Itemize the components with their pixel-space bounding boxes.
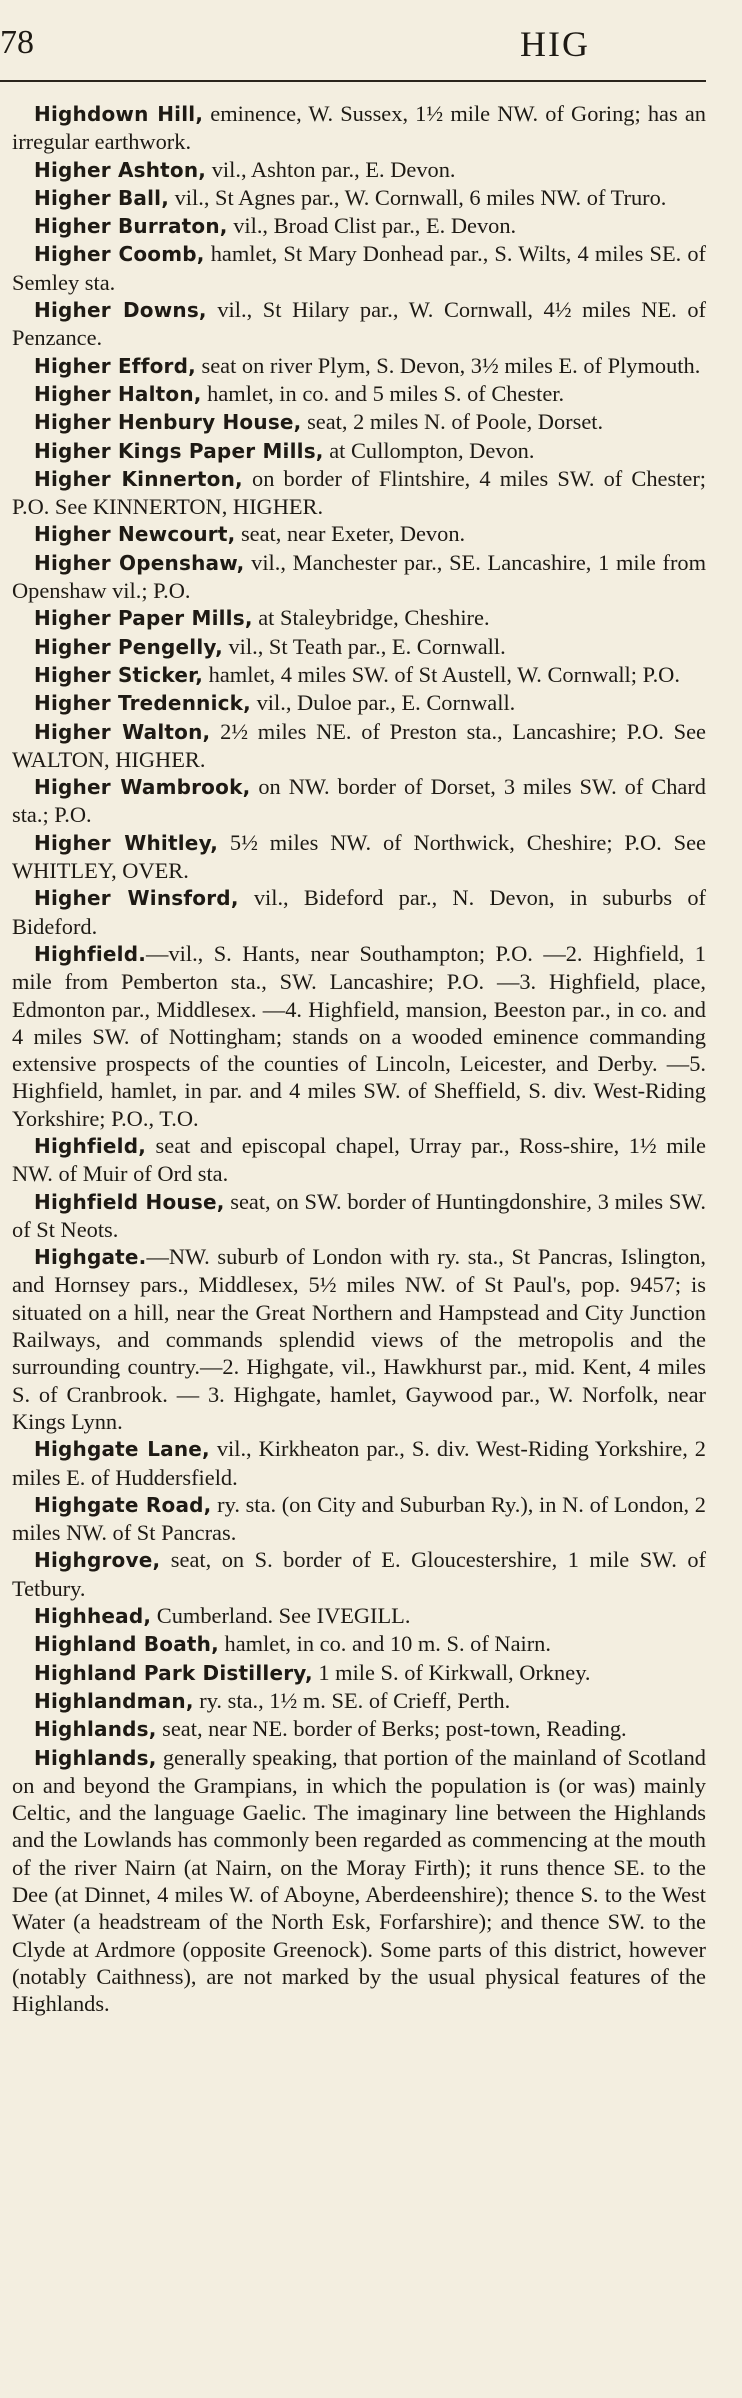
entry-text: ry. sta. (on City and Suburban Ry.), in N. of London, 2 miles NW. of St Pancras. bbox=[12, 1491, 706, 1546]
gazetteer-entry bbox=[12, 1715, 706, 1743]
entry-headword: Highhead, bbox=[34, 1604, 152, 1629]
entry-headword: Higher Pengelly, bbox=[34, 634, 223, 659]
gazetteer-entry bbox=[12, 184, 706, 212]
entry-headword: Higher Paper Mills, bbox=[34, 606, 253, 631]
entry-text: 2½ miles NE. of Preston sta., Lancashire; P.O. See WALTON, HIGHER. bbox=[12, 718, 706, 772]
entry-headword: Higher Downs, bbox=[34, 298, 207, 323]
entry-text: eminence, W. Sussex, 1½ mile NW. of Goring; has an irregular earthwork. bbox=[12, 101, 706, 155]
entry-text: vil., Manchester par., SE. Lancashire, 1 mile from Openshaw vil.; P.O. bbox=[12, 549, 707, 604]
entry-headword: Highgate. bbox=[34, 1245, 147, 1270]
entry-text: hamlet, St Mary Donhead par., S. Wilts, 4 miles SE. of Semley sta. bbox=[12, 241, 706, 295]
entry-text: —NW. suburb of London with ry. sta., St Pancras, Islington, and Hornsey pars., Middlesex, 5½ miles NW. of St Paul's, pop. 9457; is situated on a hill, near the Great Northern and Hampstead and City Junction Railways, and commands splendid views of the metropolis and the surrounding country.—2. Highgate, vil., Hawkhurst par., mid. Kent, 4 miles S. of Cranbrook. — 3. Highgate, hamlet, Gaywood par., W. Norfolk, near Kings Lynn. bbox=[12, 1244, 706, 1434]
gazetteer-entry bbox=[12, 661, 706, 689]
gazetteer-entry bbox=[12, 1188, 706, 1244]
gazetteer-entry bbox=[12, 296, 706, 352]
entry-text: hamlet, in co. and 5 miles S. of Chester. bbox=[201, 380, 565, 406]
entry-headword: Highfield. bbox=[34, 941, 147, 966]
gazetteer-entry bbox=[12, 520, 706, 548]
gazetteer-entries bbox=[0, 82, 706, 2017]
entry-headword: Higher Halton, bbox=[34, 381, 202, 406]
entry-headword: Highlandman, bbox=[34, 1688, 194, 1713]
entry-text: seat and episcopal chapel, Urray par., Ross-shire, 1½ mile NW. of Muir of Ord sta. bbox=[12, 1132, 706, 1187]
entry-headword: Higher Newcourt, bbox=[34, 522, 236, 547]
entry-text: at Staleybridge, Cheshire. bbox=[252, 605, 490, 631]
gazetteer-entry bbox=[12, 549, 706, 605]
entry-headword: Higher Coomb, bbox=[34, 242, 205, 267]
gazetteer-entry bbox=[12, 240, 706, 296]
gazetteer-entry bbox=[12, 773, 706, 829]
gazetteer-entry bbox=[12, 100, 706, 156]
entry-text: vil., Kirkheaton par., S. div. West-Riding Yorkshire, 2 miles E. of Huddersfield. bbox=[12, 1436, 706, 1490]
entry-headword: Higher Tredennick, bbox=[34, 691, 251, 716]
entry-text: vil., St Hilary par., W. Cornwall, 4½ miles NE. of Penzance. bbox=[12, 297, 707, 351]
entry-text: —vil., S. Hants, near Southampton; P.O. —2. Highfield, 1 mile from Pemberton sta., SW. Lancashire; P.O. —3. Highfield, place, Edmonton par., Middlesex. —4. Highfield, mansion, Beeston par., in co. and 4 miles SW. of Nottingham; stands on a wooded eminence commanding extensive prospects of the counties of Lincoln, Leicester, and Derby. —5. Highfield, hamlet, in par. and 4 miles SW. of Sheffield, S. div. West-Riding Yorkshire; P.O., T.O. bbox=[12, 940, 706, 1131]
gazetteer-entry bbox=[12, 1659, 706, 1687]
entry-headword: Highland Park Distillery, bbox=[34, 1660, 313, 1685]
entry-headword: Higher Kings Paper Mills, bbox=[34, 438, 324, 463]
gazetteer-entry bbox=[12, 1630, 706, 1658]
gazetteer-entry bbox=[12, 352, 706, 380]
gazetteer-entry bbox=[12, 718, 706, 774]
gazetteer-entry bbox=[12, 212, 706, 240]
gazetteer-entry bbox=[12, 884, 706, 940]
entry-text: seat on river Plym, S. Devon, 3½ miles E. of Plymouth. bbox=[195, 352, 701, 378]
entry-text: vil., Bideford par., N. Devon, in suburbs of Bideford. bbox=[12, 885, 706, 939]
gazetteer-entry bbox=[12, 156, 706, 184]
entry-headword: Highlands, bbox=[34, 1717, 157, 1742]
entry-text: on border of Flintshire, 4 miles SW. of Chester; P.O. See KINNERTON, HIGHER. bbox=[12, 465, 707, 520]
entry-headword: Highdown Hill, bbox=[34, 102, 204, 126]
entry-headword: Higher Ball, bbox=[34, 185, 169, 210]
entry-headword: Highlands, bbox=[34, 1745, 157, 1770]
gazetteer-entry bbox=[12, 829, 706, 885]
page-number: 78 bbox=[0, 24, 34, 61]
entry-text: Cumberland. See IVEGILL. bbox=[151, 1603, 411, 1629]
entry-text: seat, 2 miles N. of Poole, Dorset. bbox=[301, 409, 604, 435]
entry-headword: Higher Sticker, bbox=[34, 662, 204, 687]
gazetteer-entry bbox=[12, 1602, 706, 1630]
entry-text: seat, near NE. border of Berks; post-town, Reading. bbox=[156, 1716, 627, 1742]
entry-text: at Cullompton, Devon. bbox=[323, 437, 535, 463]
entry-headword: Highfield House, bbox=[34, 1189, 225, 1214]
entry-headword: Higher Whitley, bbox=[34, 830, 219, 855]
entry-headword: Highfield, bbox=[34, 1133, 147, 1158]
gazetteer-entry bbox=[12, 940, 706, 1132]
entry-headword: Highland Boath, bbox=[34, 1632, 219, 1657]
entry-text: on NW. border of Dorset, 3 miles SW. of Chard sta.; P.O. bbox=[12, 774, 707, 828]
gazetteer-entry bbox=[12, 1132, 706, 1188]
entry-text: ry. sta., 1½ m. SE. of Crieff, Perth. bbox=[193, 1687, 511, 1713]
entry-text: seat, on S. border of E. Gloucestershire, 1 mile SW. of Tetbury. bbox=[12, 1547, 706, 1601]
gazetteer-entry bbox=[12, 633, 706, 661]
entry-text: vil., St Teath par., E. Cornwall. bbox=[222, 633, 506, 659]
running-head: HIG bbox=[520, 24, 590, 64]
entry-text: vil., St Agnes par., W. Cornwall, 6 miles NW. of Truro. bbox=[169, 184, 667, 210]
entry-headword: Higher Ashton, bbox=[34, 157, 207, 182]
gazetteer-entry bbox=[12, 1491, 706, 1547]
entry-headword: Higher Winsford, bbox=[34, 886, 239, 911]
entry-text: 5½ miles NW. of Northwick, Cheshire; P.O. See WHITLEY, OVER. bbox=[12, 829, 706, 884]
entry-headword: Higher Burraton, bbox=[34, 214, 228, 239]
entry-headword: Higher Henbury House, bbox=[34, 410, 302, 435]
gazetteer-entry bbox=[12, 437, 706, 465]
gazetteer-entry bbox=[12, 408, 706, 436]
gazetteer-entry bbox=[12, 465, 706, 521]
entry-text: vil., Duloe par., E. Cornwall. bbox=[250, 690, 516, 716]
entry-text: hamlet, in co. and 10 m. S. of Nairn. bbox=[218, 1631, 551, 1657]
entry-text: generally speaking, that portion of the mainland of Scotland on and beyond the Grampians, in which the population is (or was) mainly Celtic, and the language Gaelic. The imaginary line between the Highlands and the Lowlands has commonly been regarded as commencing at the mouth of the river Nairn (at Nairn, on the Moray Firth); it runs thence SE. to the Dee (at Dinnet, 4 miles W. of Aboyne, Aberdeenshire); thence S. to the West Water (a headstream of the North Esk, Forfarshire); and thence SW. to the Clyde at Ardmore (opposite Greenock). Some parts of this district, however (notably Caithness), are not marked by the usual physical features of the Highlands. bbox=[12, 1744, 706, 2017]
gazetteer-entry bbox=[12, 1243, 706, 1435]
entry-headword: Higher Wambrook, bbox=[34, 775, 251, 800]
entry-text: seat, on SW. border of Huntingdonshire, 3 miles SW. of St Neots. bbox=[12, 1188, 706, 1242]
gazetteer-entry bbox=[12, 1546, 706, 1602]
entry-text: vil., Broad Clist par., E. Devon. bbox=[227, 213, 517, 239]
entry-headword: Higher Efford, bbox=[34, 353, 196, 378]
page-header bbox=[0, 0, 706, 82]
entry-headword: Highgate Lane, bbox=[34, 1437, 210, 1462]
entry-headword: Highgrove, bbox=[34, 1548, 161, 1573]
gazetteer-entry bbox=[12, 1744, 706, 2018]
entry-headword: Highgate Road, bbox=[34, 1492, 212, 1517]
entry-text: vil., Ashton par., E. Devon. bbox=[206, 156, 456, 182]
gazetteer-entry bbox=[12, 1435, 706, 1491]
gazetteer-entry bbox=[12, 380, 706, 408]
entry-headword: Higher Openshaw, bbox=[34, 550, 245, 575]
entry-text: hamlet, 4 miles SW. of St Austell, W. Cornwall; P.O. bbox=[203, 661, 680, 687]
entry-text: 1 mile S. of Kirkwall, Orkney. bbox=[312, 1659, 591, 1685]
entry-headword: Higher Walton, bbox=[34, 719, 211, 744]
gazetteer-entry bbox=[12, 604, 706, 632]
entry-text: seat, near Exeter, Devon. bbox=[235, 521, 466, 547]
gazetteer-entry bbox=[12, 1687, 706, 1715]
entry-headword: Higher Kinnerton, bbox=[34, 466, 243, 491]
gazetteer-entry bbox=[12, 689, 706, 717]
